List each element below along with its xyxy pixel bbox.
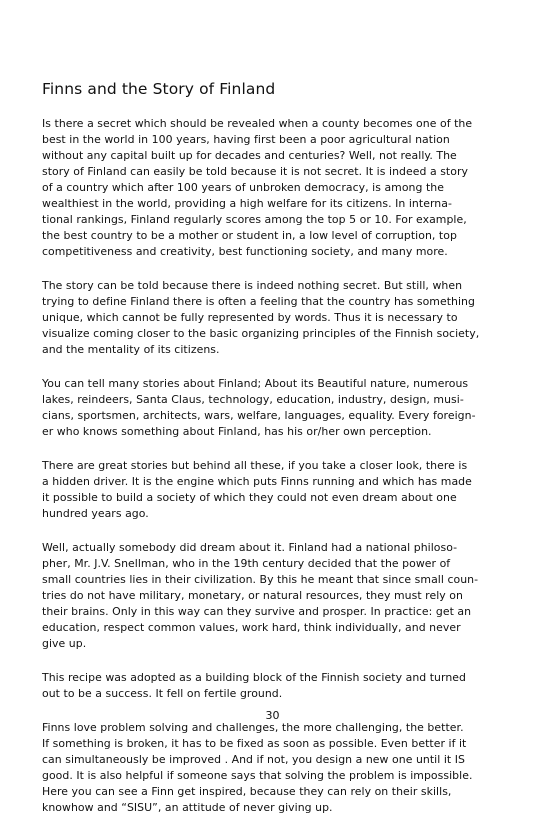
text-line: hundred years ago. bbox=[42, 507, 149, 520]
paragraph bbox=[42, 720, 502, 816]
paragraph bbox=[42, 670, 502, 702]
text-line: Finns love problem solving and challenges, the more challenging, the better. bbox=[42, 721, 464, 734]
text-line: of a country which after 100 years of unbroken democracy, is among the bbox=[42, 181, 444, 194]
text-line: give up. bbox=[42, 637, 87, 650]
text-line: pher, Mr. J.V. Snellman, who in the 19th century decided that the power of bbox=[42, 557, 451, 570]
text-line: cians, sportsmen, architects, wars, welfare, languages, equality. Every foreign- bbox=[42, 409, 476, 422]
text-line: There are great stories but behind all these, if you take a closer look, there is bbox=[42, 459, 468, 472]
text-line: can simultaneously be improved . And if not, you design a new one until it IS bbox=[42, 753, 465, 766]
text-line: small countries lies in their civilization. By this he meant that since small coun- bbox=[42, 573, 479, 586]
text-line: If something is broken, it has to be fixed as soon as possible. Even better if it bbox=[42, 737, 467, 750]
text-line: it possible to build a society of which they could not even dream about one bbox=[42, 491, 457, 504]
text-line: The story can be told because there is indeed nothing secret. But still, when bbox=[42, 279, 463, 292]
paragraph bbox=[42, 458, 502, 522]
body-text bbox=[42, 116, 502, 834]
text-line: trying to define Finland there is often a feeling that the country has something bbox=[42, 295, 475, 308]
paragraph bbox=[42, 116, 502, 260]
text-line: You can tell many stories about Finland; About its Beautiful nature, numerous bbox=[42, 377, 469, 390]
text-line: Here you can see a Finn get inspired, because they can rely on their skills, bbox=[42, 785, 452, 798]
text-line: competitiveness and creativity, best functioning society, and many more. bbox=[42, 245, 448, 258]
paragraph bbox=[42, 278, 502, 358]
text-line: their brains. Only in this way can they survive and prosper. In practice: get an bbox=[42, 605, 472, 618]
text-line: This recipe was adopted as a building block of the Finnish society and turned bbox=[42, 671, 467, 684]
paragraph bbox=[42, 540, 502, 652]
text-line: best in the world in 100 years, having first been a poor agricultural nation bbox=[42, 133, 450, 146]
text-line: the best country to be a mother or student in, a low level of corruption, top bbox=[42, 229, 457, 242]
text-line: education, respect common values, work hard, think individually, and never bbox=[42, 621, 461, 634]
text-line: tries do not have military, monetary, or natural resources, they must rely on bbox=[42, 589, 463, 602]
text-line: tional rankings, Finland regularly scores among the top 5 or 10. For example, bbox=[42, 213, 467, 226]
text-line: story of Finland can easily be told because it is not secret. It is indeed a story bbox=[42, 165, 468, 178]
text-line: knowhow and “SISU”, an attitude of never giving up. bbox=[42, 801, 333, 814]
text-line: wealthiest in the world, providing a high welfare for its citizens. In interna- bbox=[42, 197, 452, 210]
text-line: and the mentality of its citizens. bbox=[42, 343, 220, 356]
paragraph bbox=[42, 376, 502, 440]
text-line: lakes, reindeers, Santa Claus, technology, education, industry, design, musi- bbox=[42, 393, 464, 406]
text-line: Well, actually somebody did dream about it. Finland had a national philoso- bbox=[42, 541, 458, 554]
text-line: er who knows something about Finland, has his or/her own perception. bbox=[42, 425, 432, 438]
text-line: unique, which cannot be fully represented by words. Thus it is necessary to bbox=[42, 311, 458, 324]
page-number: 30 bbox=[265, 709, 280, 722]
text-line: out to be a success. It fell on fertile ground. bbox=[42, 687, 283, 700]
text-line: a hidden driver. It is the engine which puts Finns running and which has made bbox=[42, 475, 472, 488]
text-line: without any capital built up for decades and centuries? Well, not really. The bbox=[42, 149, 457, 162]
text-line: Is there a secret which should be revealed when a county becomes one of the bbox=[42, 117, 473, 130]
text-line: good. It is also helpful if someone says that solving the problem is impossible. bbox=[42, 769, 473, 782]
text-line: visualize coming closer to the basic organizing principles of the Finnish society, bbox=[42, 327, 480, 340]
page-title: Finns and the Story of Finland bbox=[42, 80, 276, 98]
